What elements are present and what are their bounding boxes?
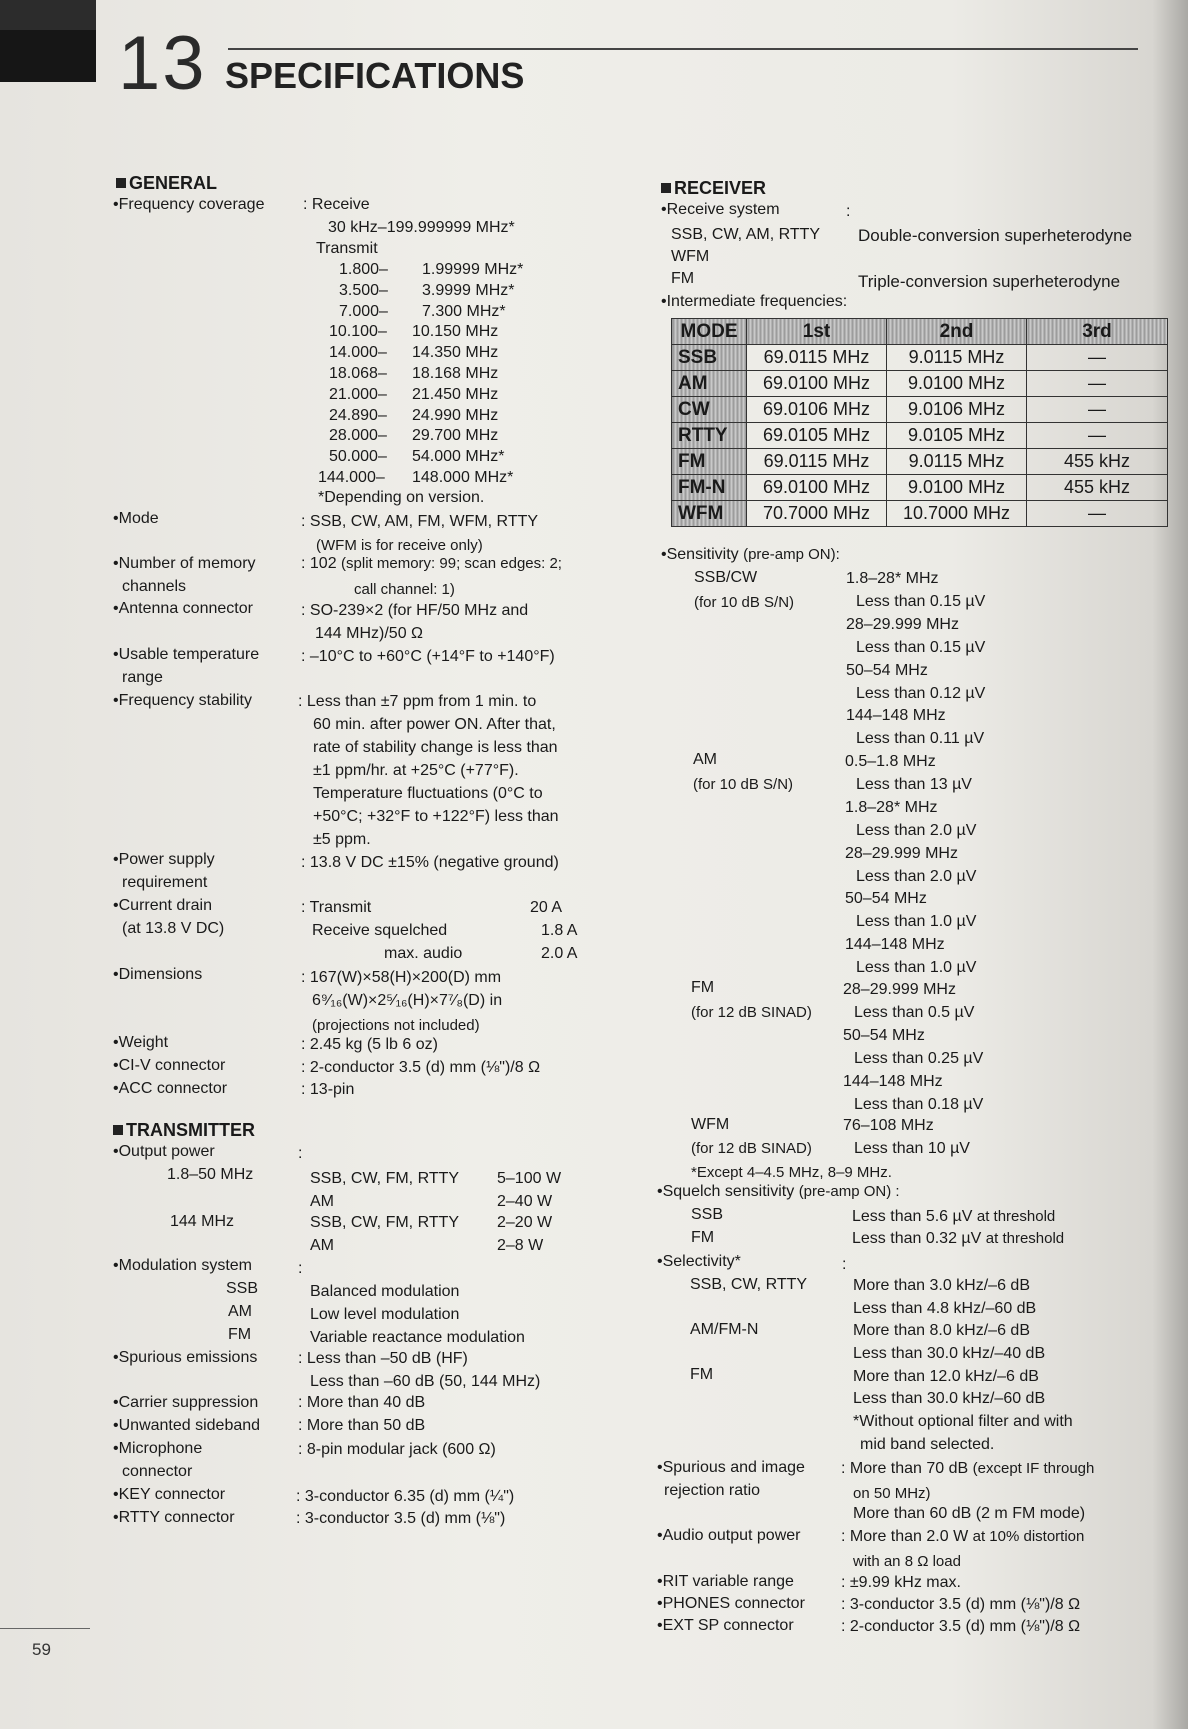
tx-range-start: 7.000– <box>339 302 388 320</box>
stability-line: rate of stability change is less than <box>313 739 558 756</box>
image-label-2: rejection ratio <box>664 1482 761 1499</box>
band-2-value-2: 2–8 W <box>497 1237 544 1254</box>
if-mode-cell: AM <box>672 371 747 397</box>
sel-1b: Less than 4.8 kHz/–60 dB <box>853 1300 1037 1317</box>
ssb-cw-note: (for 10 dB S/N) <box>694 594 795 611</box>
tx-range-end: 29.700 MHz <box>412 427 499 445</box>
spurious-value-2: Less than –60 dB (50, 144 MHz) <box>310 1373 541 1390</box>
if-2nd-cell: 9.0115 MHz <box>887 345 1027 371</box>
freq-label: •Frequency coverage <box>113 196 265 213</box>
sel-2b: Less than 30.0 kHz/–40 dB <box>853 1345 1046 1362</box>
sensitivity-range: 50–54 MHz <box>846 661 928 679</box>
mod-mode: AM <box>228 1303 252 1320</box>
power-label: •Power supply <box>113 851 215 868</box>
image-value: : More than 70 dB (except IF through <box>841 1460 1095 1477</box>
tx-range-end: 24.990 MHz <box>412 406 499 424</box>
chapter-number: 13 <box>118 21 207 106</box>
if-2nd-cell: 10.7000 MHz <box>887 501 1027 527</box>
current-label-2: (at 13.8 V DC) <box>122 920 225 937</box>
extsp-value: : 2-conductor 3.5 (d) mm (⅛")/8 Ω <box>841 1618 1081 1635</box>
mod-label: •Modulation system <box>113 1257 252 1274</box>
temp-label-2: range <box>122 669 163 686</box>
rit-value: : ±9.99 kHz max. <box>841 1574 961 1591</box>
tx-range-end: 18.168 MHz <box>412 365 499 382</box>
if-table-row <box>672 449 1168 475</box>
system-label: •Receive system <box>661 201 780 218</box>
mod-type: Balanced modulation <box>310 1283 460 1300</box>
sensitivity-range: 144–148 MHz <box>843 1072 943 1090</box>
if-mode-cell: WFM <box>672 501 747 527</box>
sensitivity-value: Less than 2.0 µV <box>856 867 977 885</box>
if-3rd-cell: — <box>1027 423 1168 449</box>
sensitivity-range: 50–54 MHz <box>845 890 927 908</box>
stability-label: •Frequency stability <box>113 692 252 709</box>
wfm-label: WFM <box>691 1116 730 1133</box>
tx-range-end: 14.350 MHz <box>412 344 499 362</box>
mode-label: •Mode <box>113 510 159 527</box>
sensitivity-range: 144–148 MHz <box>845 936 945 954</box>
civ-label: •CI-V connector <box>113 1057 226 1074</box>
band-1-mode-1: SSB, CW, FM, RTTY <box>310 1170 460 1187</box>
except-note: *Except 4–4.5 MHz, 8–9 MHz. <box>691 1164 892 1181</box>
memory-label-2: channels <box>122 578 187 595</box>
wfm-note: (for 12 dB SINAD) <box>691 1140 812 1157</box>
sel-2a: More than 8.0 kHz/–6 dB <box>853 1322 1030 1339</box>
band-2-mode-1: SSB, CW, FM, RTTY <box>310 1214 460 1231</box>
mod-type: Variable reactance modulation <box>310 1329 525 1346</box>
if-2nd-cell: 9.0106 MHz <box>887 397 1027 423</box>
band-2-value-1: 2–20 W <box>497 1214 553 1231</box>
tx-range-start: 24.890– <box>329 406 387 424</box>
stability-line: ±5 ppm. <box>313 831 371 848</box>
rit-label: •RIT variable range <box>657 1573 794 1590</box>
tx-range-end: 1.99999 MHz* <box>422 261 524 278</box>
current-transmit: : Transmit <box>301 899 372 916</box>
freq-transmit: Transmit <box>316 240 378 257</box>
memory-label: •Number of memory <box>113 555 256 572</box>
band-2-mode-2: AM <box>310 1237 334 1254</box>
squelch-label: •Squelch sensitivity (pre-amp ON) : <box>657 1183 900 1200</box>
if-2nd-cell: 9.0100 MHz <box>887 475 1027 501</box>
band-2: 144 MHz <box>170 1213 235 1230</box>
system-value-2: Triple-conversion superheterodyne <box>858 272 1121 291</box>
if-1st-cell: 69.0115 MHz <box>747 449 887 475</box>
weight-label: •Weight <box>113 1034 169 1051</box>
sensitivity-range: 28–29.999 MHz <box>843 981 956 998</box>
sel-mode-2: AM/FM-N <box>690 1321 759 1338</box>
if-3rd-cell: 455 kHz <box>1027 449 1168 475</box>
sensitivity-range: 144–148 MHz <box>846 707 946 725</box>
antenna-value: : SO-239×2 (for HF/50 MHz and <box>301 602 529 619</box>
if-1st-cell: 69.0115 MHz <box>747 345 887 371</box>
sel-mode-1: SSB, CW, RTTY <box>690 1276 808 1293</box>
if-1st-cell: 69.0105 MHz <box>747 423 887 449</box>
if-header-3rd: 3rd <box>1027 319 1168 345</box>
current-squelched-value: 1.8 A <box>541 922 578 939</box>
power-label-2: requirement <box>122 874 208 891</box>
power-value: : 13.8 V DC ±15% (negative ground) <box>301 854 559 871</box>
if-table-header <box>672 319 1168 345</box>
sensitivity-value: Less than 0.12 µV <box>856 684 986 702</box>
system-colon: : <box>846 203 851 220</box>
system-modes-2b: FM <box>671 270 695 287</box>
tx-range-end: 148.000 MHz* <box>412 469 514 486</box>
if-3rd-cell: — <box>1027 371 1168 397</box>
sensitivity-value: Less than 13 µV <box>856 775 972 793</box>
if-table-row <box>672 501 1168 527</box>
if-mode-cell: SSB <box>672 345 747 371</box>
fm-label: FM <box>691 979 715 996</box>
audio-note-2: with an 8 Ω load <box>853 1553 961 1570</box>
audio-value: : More than 2.0 W at 10% distortion <box>841 1528 1085 1545</box>
sensitivity-value: Less than 1.0 µV <box>856 913 977 931</box>
tx-range-end: 3.9999 MHz* <box>422 281 515 299</box>
current-max-audio-value: 2.0 A <box>541 945 578 962</box>
acc-label: •ACC connector <box>113 1080 228 1097</box>
if-header-mode: MODE <box>672 319 747 345</box>
if-table-row <box>672 345 1168 371</box>
chapter-title: SPECIFICATIONS <box>225 55 525 96</box>
chapter-tab-stripe <box>0 0 96 30</box>
if-mode-cell: FM-N <box>672 475 747 501</box>
sensitivity-range: 50–54 MHz <box>843 1026 925 1044</box>
if-2nd-cell: 9.0105 MHz <box>887 423 1027 449</box>
tx-range-start: 10.100– <box>329 323 387 341</box>
fm-note: (for 12 dB SINAD) <box>691 1004 812 1021</box>
sideband-value: : More than 50 dB <box>298 1417 426 1434</box>
squelch-ssb-value: Less than 5.6 µV at threshold <box>852 1208 1056 1225</box>
output-label: •Output power <box>113 1143 215 1160</box>
image-label: •Spurious and image <box>657 1459 805 1476</box>
if-mode-cell: CW <box>672 397 747 423</box>
mic-value: : 8-pin modular jack (600 Ω) <box>298 1441 496 1458</box>
system-modes-2a: WFM <box>671 248 710 265</box>
sensitivity-value: Less than 0.5 µV <box>854 1003 975 1021</box>
sensitivity-range: 28–29.999 MHz <box>845 844 958 862</box>
page-number: 59 <box>32 1640 51 1659</box>
antenna-label: •Antenna connector <box>113 600 253 617</box>
header-rule <box>228 48 1138 50</box>
current-transmit-value: 20 A <box>530 899 563 916</box>
antenna-value-2: 144 MHz)/50 Ω <box>315 625 423 642</box>
tx-range-start: 50.000– <box>329 448 387 466</box>
if-3rd-cell: 455 kHz <box>1027 475 1168 501</box>
if-2nd-cell: 9.0115 MHz <box>887 449 1027 475</box>
sensitivity-range: 1.8–28* MHz <box>845 798 938 816</box>
sel-3b: Less than 30.0 kHz/–60 dB <box>853 1390 1046 1407</box>
tx-range-start: 3.500– <box>339 281 388 299</box>
spurious-label: •Spurious emissions <box>113 1349 258 1366</box>
sensitivity-value: Less than 0.11 µV <box>856 730 985 748</box>
image-note-2: on 50 MHz) <box>853 1485 931 1502</box>
tx-range-start: 1.800– <box>339 261 388 278</box>
freq-note: *Depending on version. <box>318 489 485 506</box>
sensitivity-value: Less than 0.18 µV <box>854 1095 984 1113</box>
if-mode-cell: FM <box>672 449 747 475</box>
if-table-row <box>672 423 1168 449</box>
current-squelched: Receive squelched <box>312 922 448 939</box>
sensitivity-range: 0.5–1.8 MHz <box>845 753 936 770</box>
phones-label: •PHONES connector <box>657 1595 805 1612</box>
sensitivity-range: 1.8–28* MHz <box>846 570 939 587</box>
freq-receive-range: 30 kHz–199.999999 MHz* <box>328 219 515 236</box>
sensitivity-value: Less than 1.0 µV <box>856 959 977 977</box>
stability-line: : Less than ±7 ppm from 1 min. to <box>298 693 537 710</box>
mode-note: (WFM is for receive only) <box>316 537 483 554</box>
sel-note-1: *Without optional filter and with <box>853 1413 1073 1430</box>
if-1st-cell: 69.0100 MHz <box>747 371 887 397</box>
output-colon: : <box>298 1145 303 1162</box>
if-1st-cell: 69.0100 MHz <box>747 475 887 501</box>
am-label: AM <box>693 751 717 768</box>
squelch-fm-value: Less than 0.32 µV at threshold <box>852 1230 1065 1247</box>
rtty-label: •RTTY connector <box>113 1509 235 1526</box>
if-mode-cell: RTTY <box>672 423 747 449</box>
sensitivity-value: Less than 2.0 µV <box>856 821 977 839</box>
if-3rd-cell: — <box>1027 501 1168 527</box>
carrier-value: : More than 40 dB <box>298 1394 426 1411</box>
if-1st-cell: 70.7000 MHz <box>747 501 887 527</box>
transmitter-heading: TRANSMITTER <box>113 1120 255 1141</box>
memory-note: call channel: 1) <box>354 581 455 598</box>
chapter-tab <box>0 30 96 82</box>
key-value: : 3-conductor 6.35 (d) mm (¼") <box>296 1488 515 1505</box>
sensitivity-value: Less than 0.25 µV <box>854 1049 984 1067</box>
sens-label: •Sensitivity (pre-amp ON): <box>661 546 840 563</box>
sel-1a: More than 3.0 kHz/–6 dB <box>853 1277 1030 1294</box>
if-table-row <box>672 397 1168 423</box>
squelch-ssb: SSB <box>691 1206 724 1223</box>
tx-range-start: 14.000– <box>329 344 387 362</box>
dim-value-2: 6⁹⁄₁₆(W)×2⁵⁄₁₆(H)×7⁷⁄₈(D) in <box>312 992 503 1009</box>
wfm-range: 76–108 MHz <box>843 1117 934 1134</box>
audio-label: •Audio output power <box>657 1527 801 1544</box>
dim-note: (projections not included) <box>312 1017 480 1034</box>
acc-value: : 13-pin <box>301 1081 355 1098</box>
tx-range-end: 54.000 MHz* <box>412 448 505 466</box>
dim-value: : 167(W)×58(H)×200(D) mm <box>301 969 502 986</box>
if-2nd-cell: 9.0100 MHz <box>887 371 1027 397</box>
squelch-fm: FM <box>691 1229 715 1246</box>
current-label: •Current drain <box>113 897 212 914</box>
sel-3a: More than 12.0 kHz/–6 dB <box>853 1368 1039 1385</box>
stability-line: 60 min. after power ON. After that, <box>313 716 556 733</box>
system-modes-1: SSB, CW, AM, RTTY <box>671 226 821 243</box>
general-heading: GENERAL <box>116 173 217 194</box>
mic-label: •Microphone <box>113 1440 203 1457</box>
receiver-heading: RECEIVER <box>661 178 766 199</box>
current-max-audio: max. audio <box>384 945 463 962</box>
key-label: •KEY connector <box>113 1486 226 1503</box>
mod-mode: SSB <box>226 1280 259 1297</box>
dim-label: •Dimensions <box>113 966 203 983</box>
tx-range-end: 7.300 MHz* <box>422 302 506 320</box>
mod-mode: FM <box>228 1326 252 1343</box>
rtty-value: : 3-conductor 3.5 (d) mm (⅛") <box>296 1510 506 1527</box>
if-3rd-cell: — <box>1027 397 1168 423</box>
band-1-mode-2: AM <box>310 1193 334 1210</box>
system-value-1: Double-conversion superheterodyne <box>858 226 1133 245</box>
sensitivity-value: Less than 0.15 µV <box>856 638 986 656</box>
ssb-cw-label: SSB/CW <box>694 569 758 586</box>
sideband-label: •Unwanted sideband <box>113 1417 261 1434</box>
mic-label-2: connector <box>122 1463 193 1480</box>
if-table <box>671 318 1168 527</box>
tx-range-start: 21.000– <box>329 385 387 403</box>
stability-line: +50°C; +32°F to +122°F) less than <box>313 808 559 825</box>
if-table-row <box>672 475 1168 501</box>
wfm-value: Less than 10 µV <box>854 1140 970 1157</box>
band-1-value-2: 2–40 W <box>497 1193 553 1210</box>
if-header-1st: 1st <box>747 319 887 345</box>
mod-type: Low level modulation <box>310 1306 460 1323</box>
civ-value: : 2-conductor 3.5 (d) mm (⅛")/8 Ω <box>301 1059 541 1076</box>
tx-range-end: 21.450 MHz <box>412 385 499 403</box>
band-1: 1.8–50 MHz <box>167 1166 254 1183</box>
sel-label: •Selectivity* <box>657 1253 741 1270</box>
mod-colon: : <box>298 1260 303 1277</box>
phones-value: : 3-conductor 3.5 (d) mm (⅛")/8 Ω <box>841 1596 1081 1613</box>
temp-value: : –10°C to +60°C (+14°F to +140°F) <box>301 648 555 665</box>
temp-label: •Usable temperature <box>113 646 260 663</box>
sel-mode-3: FM <box>690 1366 714 1383</box>
if-1st-cell: 69.0106 MHz <box>747 397 887 423</box>
weight-value: : 2.45 kg (5 lb 6 oz) <box>301 1036 438 1053</box>
mode-value: : SSB, CW, AM, FM, WFM, RTTY <box>301 513 539 530</box>
sel-colon: : <box>842 1256 847 1273</box>
page-number-rule <box>0 1628 90 1629</box>
tx-range-start: 28.000– <box>329 427 387 445</box>
am-note: (for 10 dB S/N) <box>693 776 794 793</box>
image-value-2: More than 60 dB (2 m FM mode) <box>853 1505 1086 1522</box>
sensitivity-range: 28–29.999 MHz <box>846 615 959 633</box>
extsp-label: •EXT SP connector <box>657 1617 794 1634</box>
if-table-row <box>672 371 1168 397</box>
stability-line: ±1 ppm/hr. at +25°C (+77°F). <box>313 762 519 779</box>
spurious-value: : Less than –50 dB (HF) <box>298 1350 468 1367</box>
carrier-label: •Carrier suppression <box>113 1394 259 1411</box>
tx-range-end: 10.150 MHz <box>412 323 499 341</box>
if-header-2nd: 2nd <box>887 319 1027 345</box>
stability-line: Temperature fluctuations (0°C to <box>313 785 543 802</box>
if-label: •Intermediate frequencies: <box>661 293 848 310</box>
if-3rd-cell: — <box>1027 345 1168 371</box>
band-1-value-1: 5–100 W <box>497 1170 562 1187</box>
sel-note-2: mid band selected. <box>860 1436 995 1453</box>
freq-receive: : Receive <box>303 196 370 213</box>
tx-range-start: 18.068– <box>329 365 387 382</box>
tx-range-start: 144.000– <box>318 469 385 486</box>
sensitivity-value: Less than 0.15 µV <box>856 592 986 610</box>
memory-value: : 102 (split memory: 99; scan edges: 2; <box>301 555 562 572</box>
